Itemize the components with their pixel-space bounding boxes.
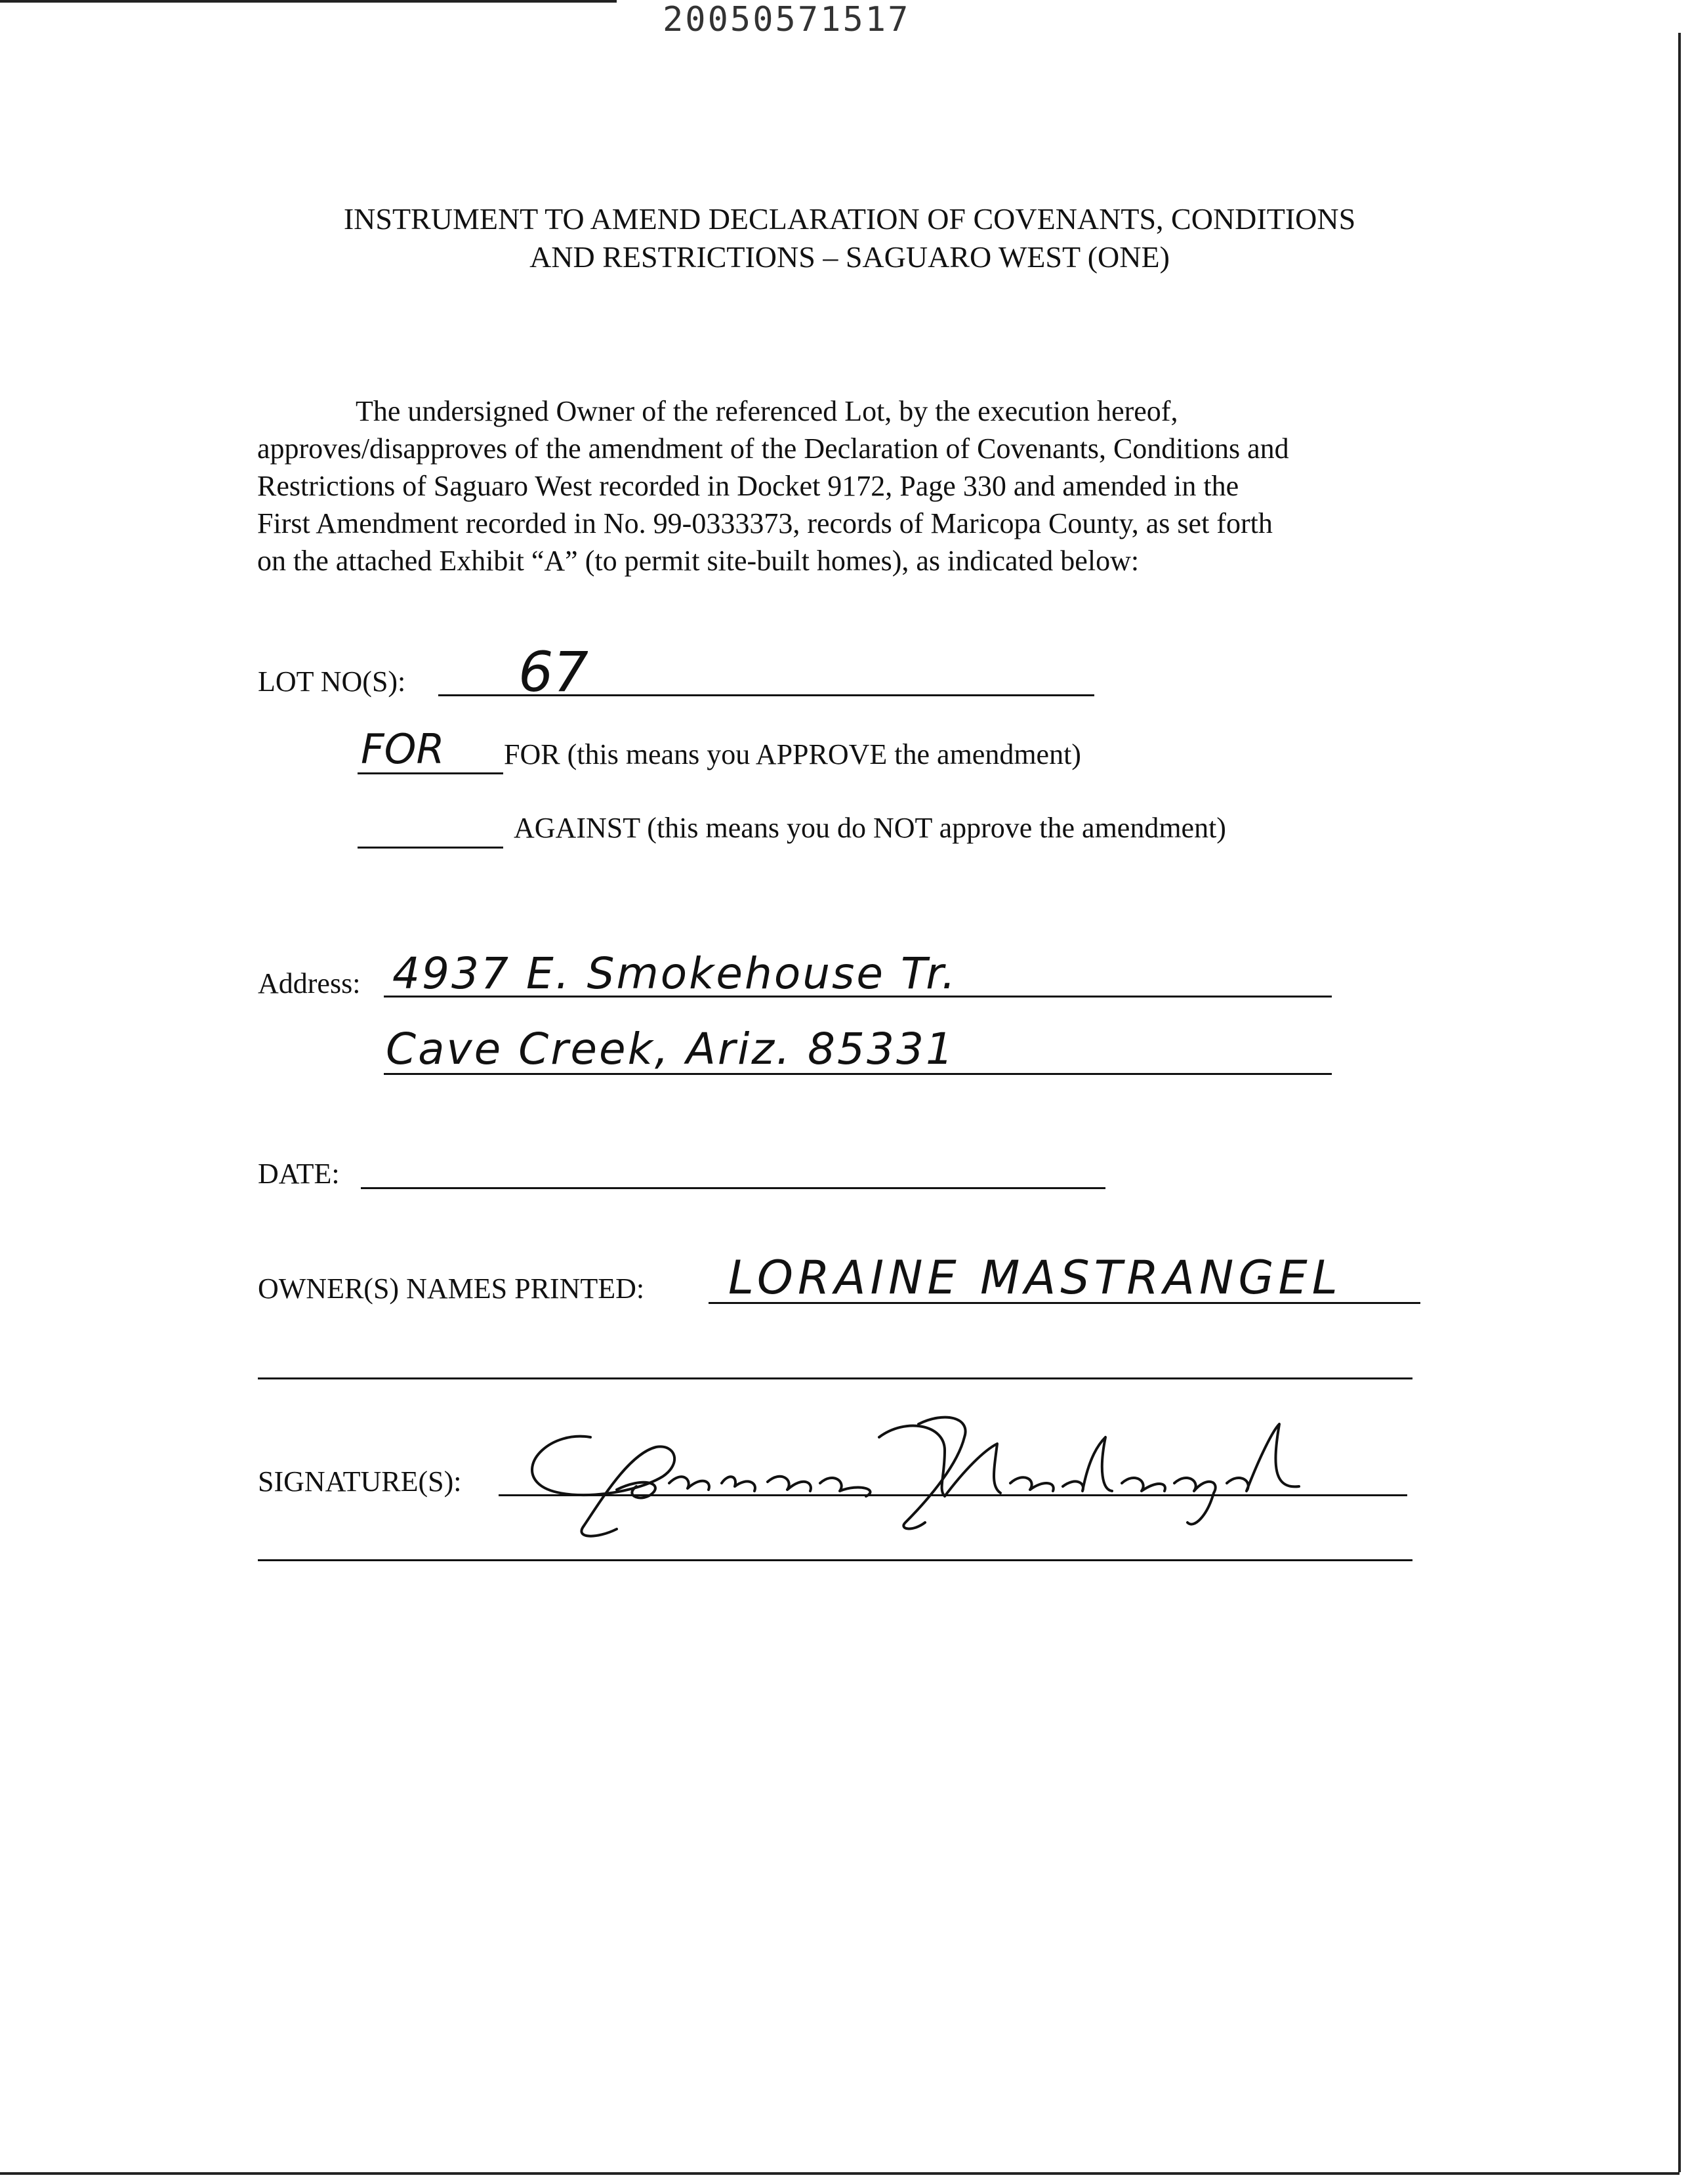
bottom-scan-edge	[0, 2172, 1680, 2175]
owners-label: OWNER(S) NAMES PRINTED:	[258, 1272, 645, 1305]
recording-number: 20050571517	[663, 0, 911, 39]
body-line-5: on the attached Exhibit “A” (to permit site-built homes), as indicated below:	[257, 545, 1140, 577]
address-value-2[interactable]: Cave Creek, Ariz. 85331	[386, 1024, 955, 1074]
signature-line-2	[258, 1559, 1412, 1561]
owners-line-2	[258, 1377, 1412, 1379]
signature-image	[512, 1398, 1312, 1549]
body-line-2: approves/disapproves of the amendment of the Declaration of Covenants, Conditions and	[257, 432, 1289, 465]
signature-label: SIGNATURE(S):	[258, 1465, 462, 1498]
address-value-1[interactable]: 4937 E. Smokehouse Tr.	[392, 948, 958, 999]
title-line-1: INSTRUMENT TO AMEND DECLARATION OF COVENANTS, CONDITIONS	[343, 202, 1356, 236]
for-mark[interactable]: FOR	[361, 725, 445, 773]
top-scan-edge	[0, 0, 617, 3]
against-line	[358, 847, 503, 849]
address-label: Address:	[258, 967, 361, 999]
against-label: AGAINST (this means you do NOT approve the amendment)	[514, 812, 1226, 844]
body-line-4: First Amendment recorded in No. 99-0333373, records of Maricopa County, as set forth	[257, 507, 1273, 539]
document-title	[197, 200, 1502, 276]
right-scan-edge	[1678, 33, 1681, 2172]
body-line-3: Restrictions of Saguaro West recorded in Docket 9172, Page 330 and amended in the	[257, 470, 1239, 502]
title-line-2: AND RESTRICTIONS – SAGUARO WEST (ONE)	[529, 240, 1170, 274]
lot-value[interactable]: 67	[518, 640, 588, 704]
body-paragraph	[257, 392, 1445, 579]
date-label: DATE:	[258, 1158, 340, 1190]
date-line	[361, 1187, 1105, 1189]
lot-label: LOT NO(S):	[258, 665, 406, 698]
body-line-1: The undersigned Owner of the referenced Lot, by the execution hereof,	[356, 395, 1178, 427]
owners-value[interactable]: LORAINE MASTRANGEL	[728, 1251, 1342, 1305]
for-label: FOR (this means you APPROVE the amendment)	[504, 738, 1081, 770]
